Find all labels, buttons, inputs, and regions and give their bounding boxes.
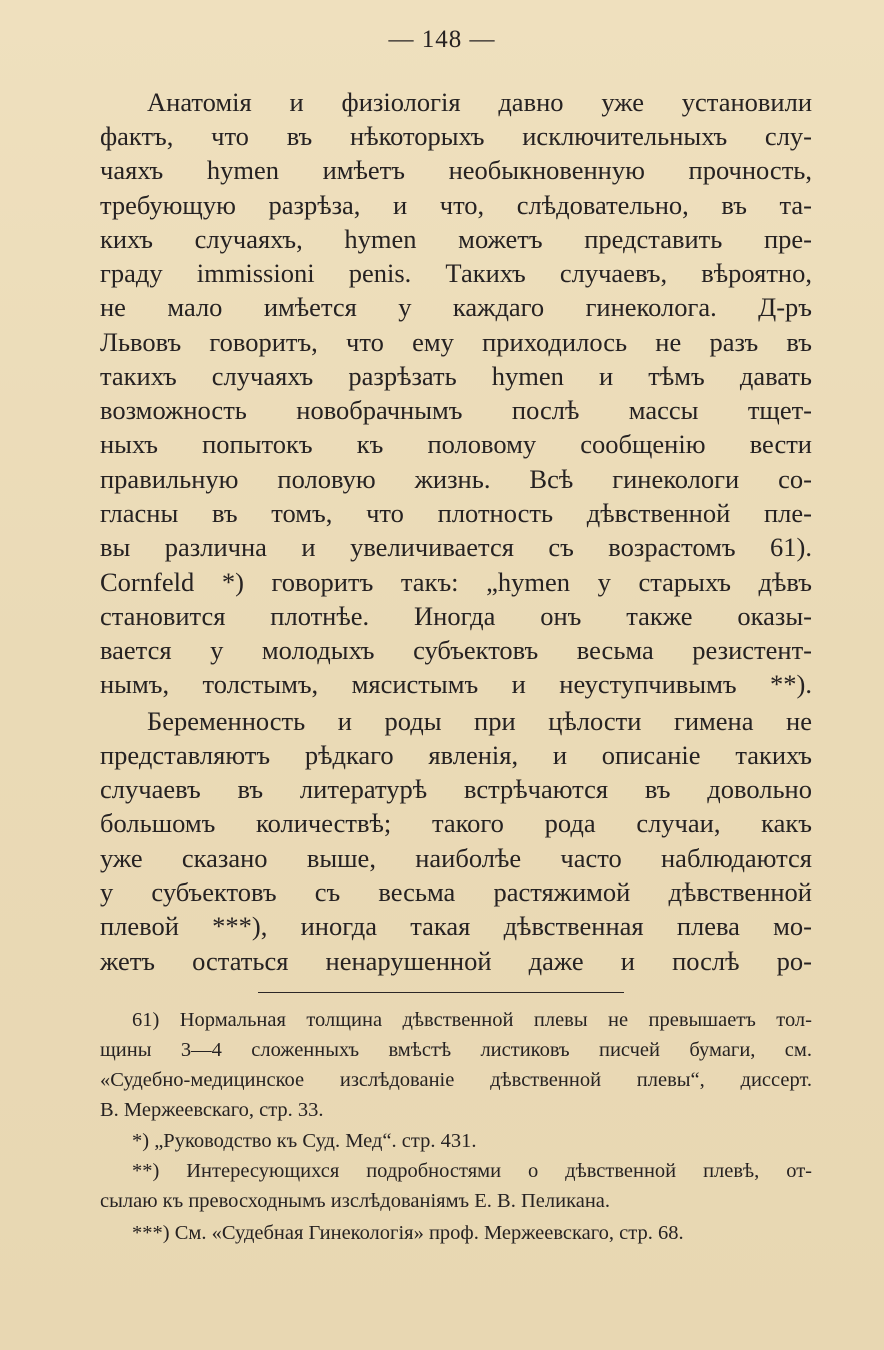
text-line: правильную половую жизнь. Всѣ гинекологи со- (100, 464, 812, 494)
text-line: фактъ, что въ нѣкоторыхъ исключительныхъ слу- (100, 121, 812, 151)
text-line: становится плотнѣе. Иногда онъ также оказы- (100, 601, 812, 631)
text-line: такихъ случаяхъ разрѣзать hymen и тѣмъ давать (100, 361, 812, 391)
text-line: Львовъ говоритъ, что ему приходилось не разъ въ (100, 327, 812, 357)
text-line: большомъ количествѣ; такого рода случаи, какъ (100, 808, 812, 838)
footnote-line: «Судебно-медицинское изслѣдованіе дѣвственной плевы“, диссерт. (100, 1069, 812, 1091)
text-line: возможность новобрачнымъ послѣ массы тщет- (100, 395, 812, 425)
text-line: нымъ, толстымъ, мясистымъ и неуступчивымъ **). (100, 669, 812, 699)
text-line: уже сказано выше, наиболѣе часто наблюдаются (100, 843, 812, 873)
text-line: гласны въ томъ, что плотность дѣвственной пле- (100, 498, 812, 528)
text-line: чаяхъ hymen имѣетъ необыкновенную прочность, (100, 155, 812, 185)
text-line: представляютъ рѣдкаго явленія, и описаніе такихъ (100, 740, 812, 770)
footnote-line: 61) Нормальная толщина дѣвственной плевы не превышаетъ тол- (132, 1009, 812, 1031)
footnote-line: сылаю къ превосходнымъ изслѣдованіямъ Е. В. Пеликана. (100, 1190, 611, 1212)
text-line: вается у молодыхъ субъектовъ весьма резистент- (100, 635, 812, 665)
footnote-line: В. Мержеевскаго, стр. 33. (100, 1099, 324, 1121)
text-line: Беременность и роды при цѣлости гимена не (147, 706, 812, 736)
footnote-line: **) Интересующихся подробностями о дѣвственной плевѣ, от- (132, 1160, 812, 1182)
page-number: — 148 — (388, 26, 496, 53)
text-line: случаевъ въ литературѣ встрѣчаются въ довольно (100, 774, 812, 804)
footnote-line: *) „Руководство къ Суд. Мед“. стр. 431. (132, 1130, 477, 1152)
text-line: Анатомія и физіологія давно уже установили (147, 87, 812, 117)
text-line: жетъ остаться ненарушенной даже и послѣ ро- (100, 946, 812, 976)
text-line: вы различна и увеличивается съ возрастомъ 61). (100, 532, 812, 562)
text-line: Cornfeld *) говоритъ такъ: „hymen у старыхъ дѣвъ (100, 567, 812, 597)
footnote-line: ***) См. «Судебная Гинекологія» проф. Мержеевскаго, стр. 68. (132, 1222, 684, 1244)
text-line: кихъ случаяхъ, hymen можетъ представить пре- (100, 224, 812, 254)
text-line: у субъектовъ съ весьма растяжимой дѣвственной (100, 877, 812, 907)
text-line: граду immissioni penis. Такихъ случаевъ, вѣроятно, (100, 258, 812, 288)
footnote-line: щины 3—4 сложенныхъ вмѣстѣ листиковъ писчей бумаги, см. (100, 1039, 812, 1061)
text-line: не мало имѣется у каждаго гинеколога. Д-ръ (100, 292, 812, 322)
text-line: требующую разрѣза, и что, слѣдовательно, въ та- (100, 190, 812, 220)
text-line: плевой ***), иногда такая дѣвственная плева мо- (100, 911, 812, 941)
text-line: ныхъ попытокъ къ половому сообщенію вести (100, 429, 812, 459)
footnote-divider (258, 992, 624, 993)
